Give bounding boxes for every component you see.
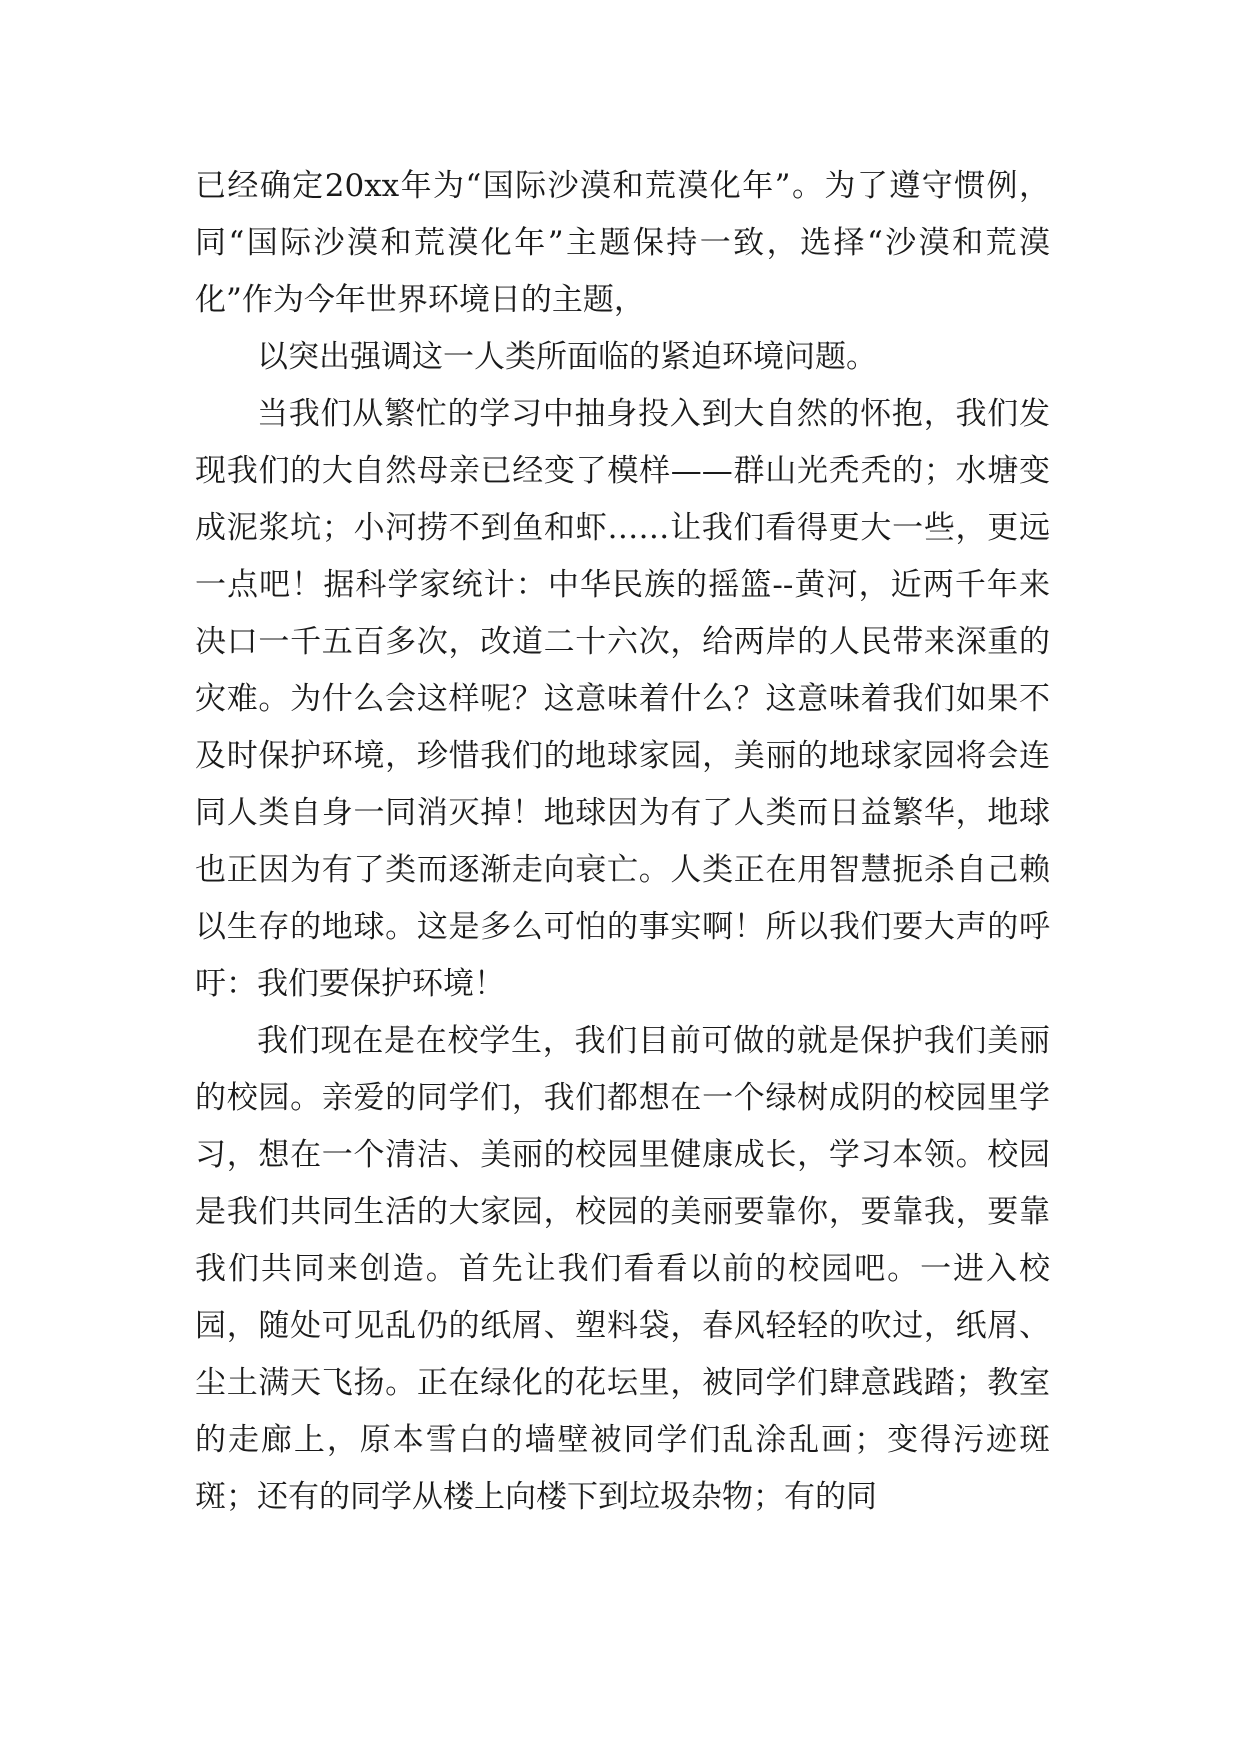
paragraph-2: 以突出强调这一人类所面临的紧迫环境问题。 (257, 339, 877, 375)
paragraph-1: 已经确定20xx年为“国际沙漠和荒漠化年”。为了遵守惯例，同“国际沙漠和荒漠化年”主题保持一致，选择“沙漠和荒漠化”作为今年世界环境日的主题， (195, 168, 1050, 318)
paragraph-4: 我们现在是在校学生，我们目前可做的就是保护我们美丽的校园。亲爱的同学们，我们都想在一个绿树成阴的校园里学习，想在一个清洁、美丽的校园里健康成长，学习本领。校园是我们共同生活的大家园，校园的美丽要靠你，要靠我，要靠我们共同来创造。首先让我们看看以前的校园吧。一进入校园，随处可见乱仍的纸屑、塑料袋，春风轻轻的吹过，纸屑、尘土满天飞扬。正在绿化的花坛里，被同学们肆意践踏；教室的走廊上，原本雪白的墙壁被同学们乱涂乱画；变得污迹斑斑；还有的同学从楼上向楼下到垃圾杂物；有的同 (195, 1023, 1050, 1515)
document-body (195, 158, 1050, 1526)
paragraph-3: 当我们从繁忙的学习中抽身投入到大自然的怀抱，我们发现我们的大自然母亲已经变了模样——群山光秃秃的；水塘变成泥浆坑；小河捞不到鱼和虾……让我们看得更大一些，更远一点吧！据科学家统计：中华民族的摇篮--黄河，近两千年来决口一千五百多次，改道二十六次，给两岸的人民带来深重的灾难。为什么会这样呢？这意味着什么？这意味着我们如果不及时保护环境，珍惜我们的地球家园，美丽的地球家园将会连同人类自身一同消灭掉！地球因为有了人类而日益繁华，地球也正因为有了类而逐渐走向衰亡。人类正在用智慧扼杀自己赖以生存的地球。这是多么可怕的事实啊！所以我们要大声的呼吁：我们要保护环境！ (195, 396, 1050, 1002)
